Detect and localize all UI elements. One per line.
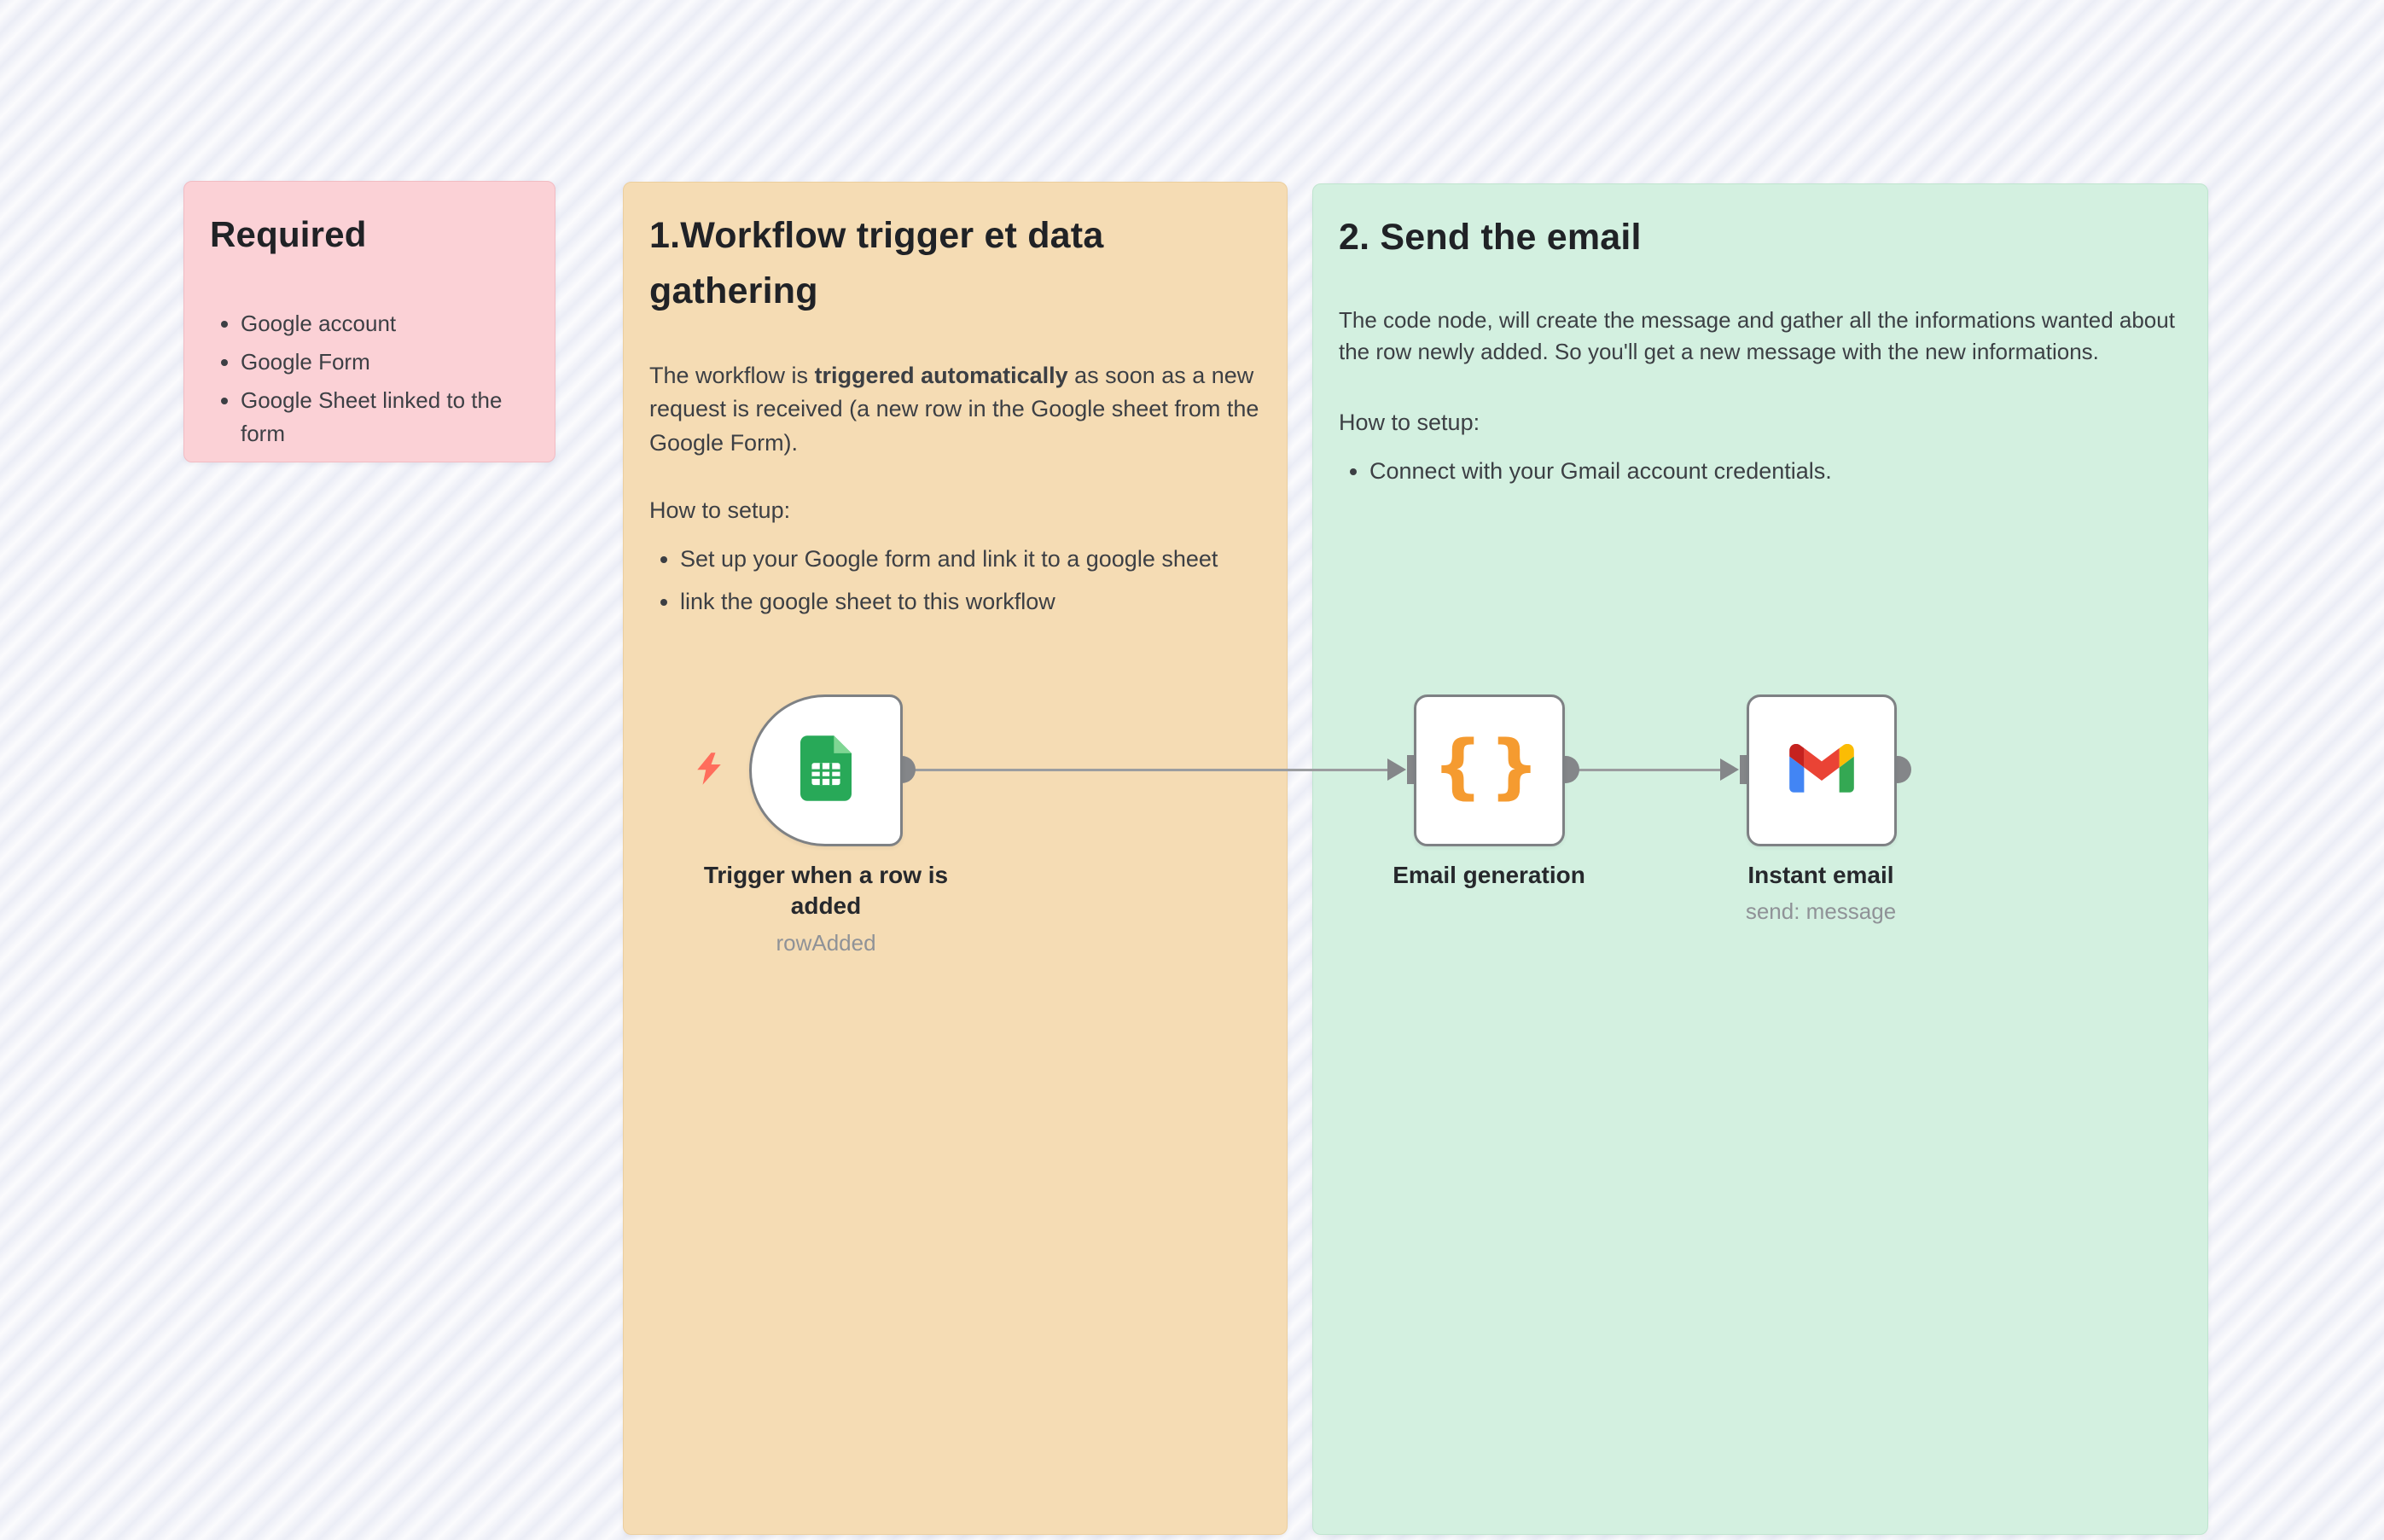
setup-label: How to setup: — [1339, 410, 1480, 436]
sticky-note-required[interactable] — [183, 181, 555, 462]
gmail-icon — [1789, 744, 1854, 797]
node-label-gmail — [1693, 860, 1949, 927]
node-label-code — [1361, 860, 1617, 891]
required-list — [210, 307, 529, 450]
setup-list — [1339, 454, 2182, 489]
note-title: 2. Send the email — [1339, 217, 1642, 258]
sticky-note-step2[interactable] — [1312, 183, 2208, 1535]
lightning-bolt-icon — [696, 753, 722, 789]
list-item: • Google Sheet linked to the form — [241, 384, 529, 450]
list-item: • Set up your Google form and link it to a google sheet — [680, 542, 1261, 577]
node-subtitle: rowAdded — [776, 929, 876, 956]
list-item: • link the google sheet to this workflow — [680, 584, 1261, 619]
list-item: • Google account — [241, 307, 529, 340]
note-title: Required — [210, 214, 367, 254]
intro-bold: triggered automatically — [814, 363, 1068, 388]
list-item: • Connect with your Gmail account credentials. — [1369, 454, 2182, 489]
list-item: • Google Form — [241, 346, 529, 379]
node-label-trigger — [681, 860, 971, 958]
setup-list — [649, 542, 1261, 619]
intro-suffix: as soon as a new request is received (a new row in the Google sheet from the Google Form). — [649, 363, 1259, 456]
setup-label: How to setup: — [649, 497, 791, 524]
connection-line — [902, 769, 1391, 771]
google-sheets-icon — [800, 735, 852, 805]
intro-prefix: The workflow is — [649, 363, 815, 388]
node-trigger-when-row-added[interactable] — [749, 694, 903, 846]
node-subtitle: send: message — [1745, 898, 1897, 925]
connection-line — [1566, 769, 1724, 771]
note-title: 1.Workflow trigger et data gathering — [649, 215, 1104, 311]
sticky-note-step1[interactable] — [623, 182, 1288, 1535]
code-braces-icon: {} — [1433, 726, 1546, 807]
node-email-generation[interactable] — [1414, 694, 1565, 846]
note-paragraph: The code node, will create the message and gather all the informations wanted about the row newly added. So you'll get a new message with the new informations. — [1339, 306, 2175, 365]
node-instant-email[interactable] — [1747, 694, 1897, 846]
note-paragraph — [649, 359, 1261, 460]
node-title: Email generation — [1393, 862, 1585, 888]
node-title: Trigger when a row is added — [703, 862, 949, 920]
node-title: Instant email — [1747, 862, 1894, 888]
